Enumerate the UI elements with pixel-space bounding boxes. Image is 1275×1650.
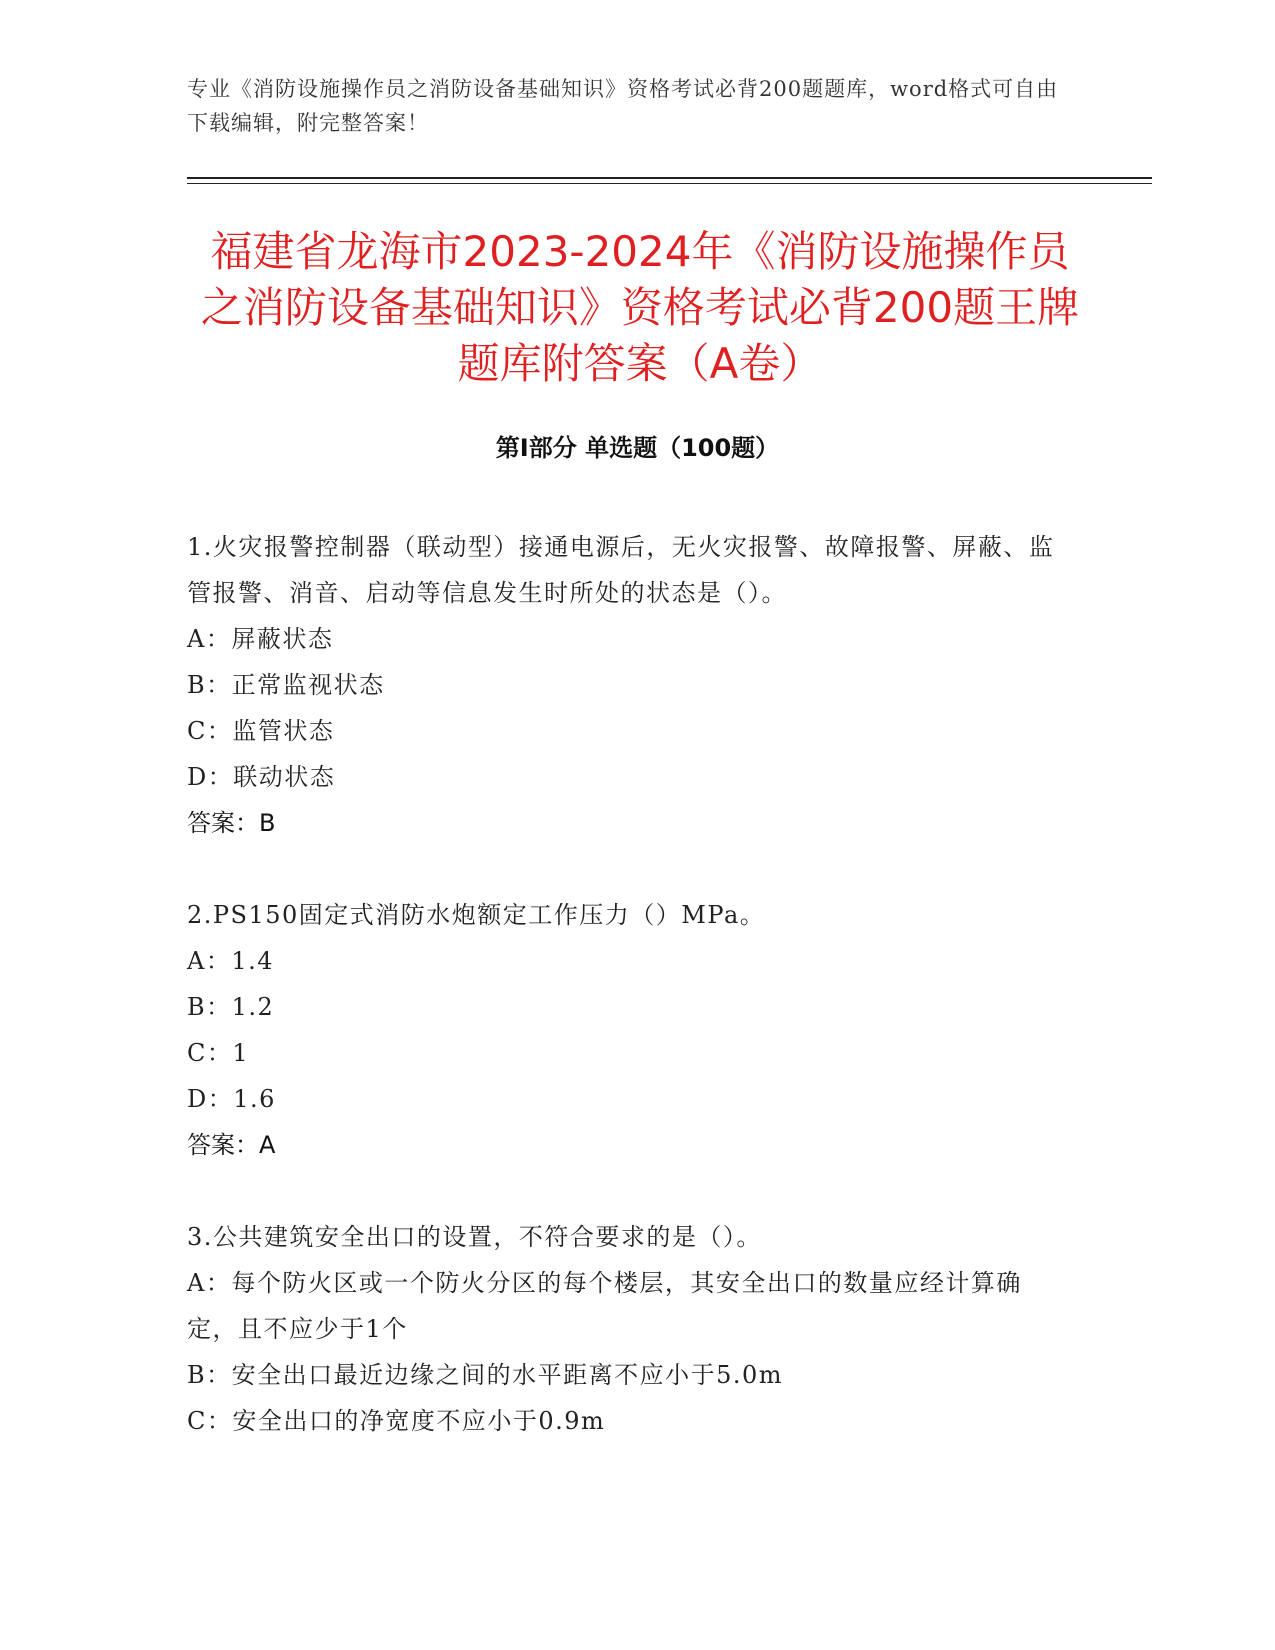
question-stem: 2.PS150固定式消防水炮额定工作压力（）MPa。 xyxy=(187,901,766,929)
option-b: B：安全出口最近边缘之间的水平距离不应小于5.0m xyxy=(187,1361,784,1389)
section-title: 第I部分 单选题（100题） xyxy=(495,434,780,462)
question-item xyxy=(187,892,1067,1168)
option-b: B：1.2 xyxy=(187,993,275,1021)
question-item xyxy=(187,1214,1067,1444)
option-d: D：联动状态 xyxy=(187,763,336,791)
document-title: 福建省龙海市2023-2024年《消防设施操作员之消防设备基础知识》资格考试必背200题王牌题库附答案（A卷） xyxy=(200,227,1080,388)
option-a: A：1.4 xyxy=(187,947,274,975)
option-a: A：每个防火区或一个防火分区的每个楼层，其安全出口的数量应经计算确定，且不应少于1个 xyxy=(187,1269,1022,1343)
header-divider-thick xyxy=(187,177,1152,179)
question-item xyxy=(187,524,1067,846)
question-stem: 1.火灾报警控制器（联动型）接通电源后，无火灾报警、故障报警、屏蔽、监管报警、消音、启动等信息发生时所处的状态是（）。 xyxy=(187,533,1055,607)
answer-line: 答案：B xyxy=(187,809,276,837)
header-note: 专业《消防设施操作员之消防设备基础知识》资格考试必背200题题库，word格式可自由下载编辑，附完整答案！ xyxy=(187,77,1059,135)
option-c: C：安全出口的净宽度不应小于0.9m xyxy=(187,1407,606,1435)
option-d: D：1.6 xyxy=(187,1085,276,1113)
option-b: B：正常监视状态 xyxy=(187,671,385,699)
answer-line: 答案：A xyxy=(187,1131,276,1159)
header-divider-thin xyxy=(187,183,1152,184)
option-a: A：屏蔽状态 xyxy=(187,625,334,653)
question-stem: 3.公共建筑安全出口的设置，不符合要求的是（）。 xyxy=(187,1223,762,1251)
question-list xyxy=(187,524,1067,1490)
option-c: C：1 xyxy=(187,1039,250,1067)
option-c: C：监管状态 xyxy=(187,717,335,745)
